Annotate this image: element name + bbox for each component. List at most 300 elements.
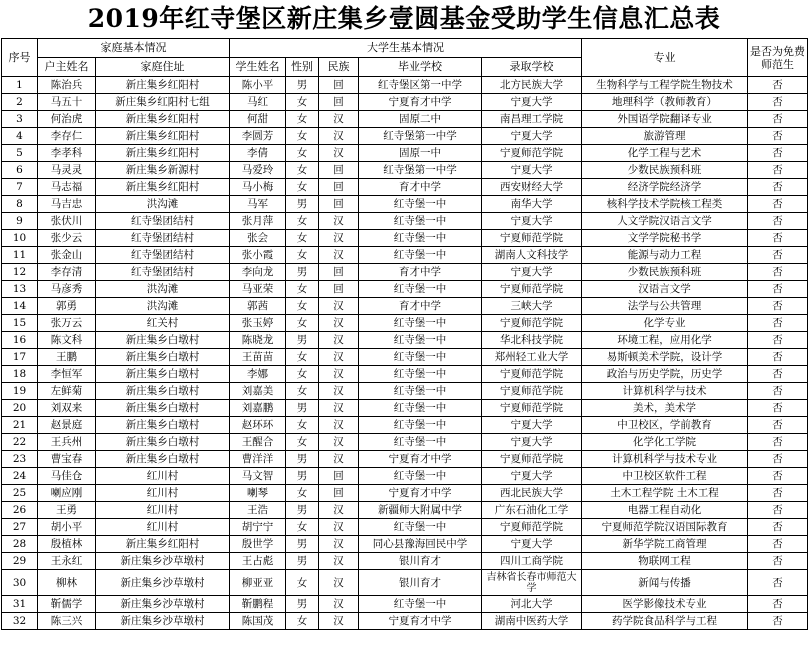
cell-student-name: 陈国茂 xyxy=(230,613,286,630)
cell-student-name: 王浩 xyxy=(230,502,286,519)
cell-gender: 男 xyxy=(286,196,319,213)
cell-student-name: 李娜 xyxy=(230,366,286,383)
cell-seq: 2 xyxy=(2,94,38,111)
cell-parent-name: 马吉忠 xyxy=(38,196,96,213)
cell-ethnicity: 汉 xyxy=(319,570,359,596)
cell-address: 洪沟滩 xyxy=(96,298,230,315)
cell-gender: 女 xyxy=(286,570,319,596)
cell-admitted-school: 三峡大学 xyxy=(482,298,582,315)
cell-gender: 男 xyxy=(286,400,319,417)
header-parent-name: 户主姓名 xyxy=(38,58,96,77)
cell-graduated-school: 红寺堡一中 xyxy=(359,383,482,400)
cell-student-name: 殷世学 xyxy=(230,536,286,553)
cell-ethnicity: 汉 xyxy=(319,536,359,553)
cell-gender: 女 xyxy=(286,298,319,315)
cell-parent-name: 李存清 xyxy=(38,264,96,281)
cell-graduated-school: 红寺堡一中 xyxy=(359,468,482,485)
cell-ethnicity: 回 xyxy=(319,468,359,485)
header-ethnicity: 民族 xyxy=(319,58,359,77)
cell-major: 地理科学（教师教育） xyxy=(582,94,748,111)
cell-address: 新庄集乡白墩村 xyxy=(96,400,230,417)
cell-parent-name: 陈治兵 xyxy=(38,77,96,94)
cell-ethnicity: 汉 xyxy=(319,613,359,630)
table-row xyxy=(2,613,808,630)
cell-graduated-school: 固原二中 xyxy=(359,111,482,128)
cell-gender: 女 xyxy=(286,417,319,434)
cell-seq: 29 xyxy=(2,553,38,570)
cell-major: 文学学院秘书学 xyxy=(582,230,748,247)
cell-major: 旅游管理 xyxy=(582,128,748,145)
cell-major: 土木工程学院 土木工程 xyxy=(582,485,748,502)
cell-student-name: 陈小平 xyxy=(230,77,286,94)
cell-graduated-school: 红寺堡一中 xyxy=(359,400,482,417)
cell-major: 核科学技术学院核工程类 xyxy=(582,196,748,213)
cell-graduated-school: 红寺堡一中 xyxy=(359,315,482,332)
cell-gender: 女 xyxy=(286,434,319,451)
cell-gender: 男 xyxy=(286,332,319,349)
cell-parent-name: 左鲜菊 xyxy=(38,383,96,400)
cell-address: 新庄集乡白墩村 xyxy=(96,383,230,400)
cell-address: 红关村 xyxy=(96,315,230,332)
cell-address: 红寺堡团结村 xyxy=(96,247,230,264)
cell-student-name: 马亚荣 xyxy=(230,281,286,298)
cell-graduated-school: 红寺堡第一中学 xyxy=(359,128,482,145)
table-row xyxy=(2,111,808,128)
cell-address: 新庄集乡红阳村 xyxy=(96,77,230,94)
cell-major: 中卫校区软件工程 xyxy=(582,468,748,485)
table-row xyxy=(2,264,808,281)
cell-gender: 女 xyxy=(286,230,319,247)
cell-address: 新庄集乡红阳村 xyxy=(96,536,230,553)
cell-major: 计算机科学与技术 xyxy=(582,383,748,400)
cell-ethnicity: 汉 xyxy=(319,128,359,145)
cell-free-normal: 否 xyxy=(748,128,808,145)
table-body xyxy=(2,77,808,630)
cell-ethnicity: 回 xyxy=(319,94,359,111)
cell-gender: 女 xyxy=(286,128,319,145)
cell-student-name: 王苗苗 xyxy=(230,349,286,366)
cell-admitted-school: 宁夏大学 xyxy=(482,417,582,434)
cell-address: 新庄集乡红阳村 xyxy=(96,179,230,196)
cell-graduated-school: 银川育才 xyxy=(359,570,482,596)
cell-student-name: 曹洋洋 xyxy=(230,451,286,468)
cell-address: 新庄集乡白墩村 xyxy=(96,332,230,349)
cell-major: 化学化工学院 xyxy=(582,434,748,451)
cell-address: 新庄集乡沙草墩村 xyxy=(96,553,230,570)
cell-student-name: 张玉婷 xyxy=(230,315,286,332)
cell-major: 生物科学与工程学院生物技术 xyxy=(582,77,748,94)
cell-seq: 20 xyxy=(2,400,38,417)
cell-ethnicity: 回 xyxy=(319,264,359,281)
cell-free-normal: 否 xyxy=(748,298,808,315)
cell-parent-name: 马灵灵 xyxy=(38,162,96,179)
cell-major: 新华学院工商管理 xyxy=(582,536,748,553)
cell-seq: 6 xyxy=(2,162,38,179)
table-row xyxy=(2,468,808,485)
cell-address: 新庄集乡沙草墩村 xyxy=(96,570,230,596)
cell-major: 少数民族预科班 xyxy=(582,264,748,281)
cell-ethnicity: 汉 xyxy=(319,366,359,383)
table-row xyxy=(2,332,808,349)
cell-student-name: 张会 xyxy=(230,230,286,247)
header-seq: 序号 xyxy=(2,39,38,77)
cell-ethnicity: 回 xyxy=(319,281,359,298)
cell-seq: 18 xyxy=(2,366,38,383)
table-row xyxy=(2,434,808,451)
cell-major: 医学影像技术专业 xyxy=(582,596,748,613)
cell-admitted-school: 南昌理工学院 xyxy=(482,111,582,128)
cell-free-normal: 否 xyxy=(748,77,808,94)
table-row xyxy=(2,247,808,264)
cell-ethnicity: 汉 xyxy=(319,247,359,264)
cell-graduated-school: 育才中学 xyxy=(359,298,482,315)
table-row xyxy=(2,298,808,315)
cell-free-normal: 否 xyxy=(748,179,808,196)
cell-free-normal: 否 xyxy=(748,145,808,162)
cell-student-name: 张月萍 xyxy=(230,213,286,230)
cell-ethnicity: 汉 xyxy=(319,417,359,434)
cell-free-normal: 否 xyxy=(748,502,808,519)
cell-ethnicity: 汉 xyxy=(319,145,359,162)
cell-graduated-school: 红寺堡一中 xyxy=(359,230,482,247)
cell-seq: 8 xyxy=(2,196,38,213)
cell-seq: 4 xyxy=(2,128,38,145)
cell-major: 计算机科学与技术专业 xyxy=(582,451,748,468)
cell-parent-name: 王勇 xyxy=(38,502,96,519)
cell-student-name: 马小梅 xyxy=(230,179,286,196)
cell-seq: 27 xyxy=(2,519,38,536)
cell-address: 新庄集乡红阳村 xyxy=(96,145,230,162)
cell-parent-name: 马彦秀 xyxy=(38,281,96,298)
cell-gender: 女 xyxy=(286,315,319,332)
cell-free-normal: 否 xyxy=(748,315,808,332)
table-row xyxy=(2,502,808,519)
cell-admitted-school: 宁夏师范学院 xyxy=(482,145,582,162)
cell-gender: 女 xyxy=(286,519,319,536)
cell-gender: 女 xyxy=(286,366,319,383)
cell-ethnicity: 汉 xyxy=(319,553,359,570)
cell-graduated-school: 红寺堡一中 xyxy=(359,281,482,298)
table-row xyxy=(2,383,808,400)
cell-free-normal: 否 xyxy=(748,332,808,349)
cell-admitted-school: 湖南人文科技学 xyxy=(482,247,582,264)
cell-major: 政治与历史学院，历史学 xyxy=(582,366,748,383)
cell-graduated-school: 红寺堡一中 xyxy=(359,366,482,383)
cell-parent-name: 马五十 xyxy=(38,94,96,111)
cell-address: 红川村 xyxy=(96,502,230,519)
cell-gender: 男 xyxy=(286,536,319,553)
cell-address: 新庄集乡白墩村 xyxy=(96,349,230,366)
cell-ethnicity: 汉 xyxy=(319,596,359,613)
cell-admitted-school: 西安财经大学 xyxy=(482,179,582,196)
cell-major: 中卫校区，学前教育 xyxy=(582,417,748,434)
cell-admitted-school: 宁夏大学 xyxy=(482,536,582,553)
cell-free-normal: 否 xyxy=(748,213,808,230)
table-row xyxy=(2,145,808,162)
cell-ethnicity: 汉 xyxy=(319,383,359,400)
cell-free-normal: 否 xyxy=(748,613,808,630)
cell-admitted-school: 宁夏大学 xyxy=(482,434,582,451)
cell-parent-name: 赵景庭 xyxy=(38,417,96,434)
cell-ethnicity: 回 xyxy=(319,77,359,94)
table-row xyxy=(2,366,808,383)
cell-graduated-school: 宁夏育才中学 xyxy=(359,485,482,502)
table-row xyxy=(2,596,808,613)
cell-major: 能源与动力工程 xyxy=(582,247,748,264)
cell-free-normal: 否 xyxy=(748,247,808,264)
cell-gender: 女 xyxy=(286,247,319,264)
cell-free-normal: 否 xyxy=(748,468,808,485)
cell-free-normal: 否 xyxy=(748,264,808,281)
cell-graduated-school: 红寺堡一中 xyxy=(359,332,482,349)
cell-address: 洪沟滩 xyxy=(96,196,230,213)
cell-address: 红川村 xyxy=(96,468,230,485)
cell-gender: 男 xyxy=(286,468,319,485)
cell-gender: 女 xyxy=(286,349,319,366)
cell-graduated-school: 红寺堡第一中学 xyxy=(359,162,482,179)
cell-admitted-school: 宁夏大学 xyxy=(482,128,582,145)
cell-ethnicity: 汉 xyxy=(319,451,359,468)
cell-graduated-school: 红寺堡一中 xyxy=(359,196,482,213)
cell-seq: 1 xyxy=(2,77,38,94)
cell-seq: 31 xyxy=(2,596,38,613)
cell-major: 新闻与传播 xyxy=(582,570,748,596)
cell-seq: 17 xyxy=(2,349,38,366)
cell-admitted-school: 四川工商学院 xyxy=(482,553,582,570)
cell-admitted-school: 宁夏师范学院 xyxy=(482,451,582,468)
cell-parent-name: 张伏川 xyxy=(38,213,96,230)
cell-student-name: 喇琴 xyxy=(230,485,286,502)
cell-ethnicity: 汉 xyxy=(319,298,359,315)
cell-free-normal: 否 xyxy=(748,349,808,366)
cell-seq: 15 xyxy=(2,315,38,332)
cell-address: 新庄集乡沙草墩村 xyxy=(96,613,230,630)
cell-admitted-school: 宁夏大学 xyxy=(482,264,582,281)
cell-student-name: 马文智 xyxy=(230,468,286,485)
table-row xyxy=(2,417,808,434)
cell-ethnicity: 汉 xyxy=(319,349,359,366)
table-row xyxy=(2,451,808,468)
header-gender: 性别 xyxy=(286,58,319,77)
cell-gender: 女 xyxy=(286,94,319,111)
cell-address: 新庄集乡白墩村 xyxy=(96,417,230,434)
cell-major: 化学工程与艺术 xyxy=(582,145,748,162)
cell-student-name: 王占彪 xyxy=(230,553,286,570)
header-student-name: 学生姓名 xyxy=(230,58,286,77)
cell-student-name: 马爱玲 xyxy=(230,162,286,179)
cell-free-normal: 否 xyxy=(748,570,808,596)
cell-parent-name: 郭勇 xyxy=(38,298,96,315)
cell-admitted-school: 北方民族大学 xyxy=(482,77,582,94)
cell-major: 美术，美术学 xyxy=(582,400,748,417)
cell-seq: 16 xyxy=(2,332,38,349)
cell-graduated-school: 育才中学 xyxy=(359,179,482,196)
cell-free-normal: 否 xyxy=(748,281,808,298)
header-address: 家庭住址 xyxy=(96,58,230,77)
cell-parent-name: 何治虎 xyxy=(38,111,96,128)
cell-gender: 男 xyxy=(286,596,319,613)
cell-parent-name: 李孝科 xyxy=(38,145,96,162)
cell-free-normal: 否 xyxy=(748,366,808,383)
cell-gender: 女 xyxy=(286,383,319,400)
cell-address: 红寺堡团结村 xyxy=(96,264,230,281)
cell-graduated-school: 宁夏育才中学 xyxy=(359,94,482,111)
cell-seq: 14 xyxy=(2,298,38,315)
cell-graduated-school: 红寺堡区第一中学 xyxy=(359,77,482,94)
cell-graduated-school: 红寺堡一中 xyxy=(359,417,482,434)
cell-seq: 9 xyxy=(2,213,38,230)
cell-gender: 男 xyxy=(286,77,319,94)
cell-free-normal: 否 xyxy=(748,596,808,613)
cell-student-name: 刘嘉鹏 xyxy=(230,400,286,417)
cell-major: 环境工程，应用化学 xyxy=(582,332,748,349)
table-row xyxy=(2,179,808,196)
cell-admitted-school: 宁夏师范学院 xyxy=(482,400,582,417)
table-row xyxy=(2,349,808,366)
cell-parent-name: 李恒军 xyxy=(38,366,96,383)
cell-parent-name: 马佳仓 xyxy=(38,468,96,485)
table-row xyxy=(2,553,808,570)
cell-address: 新庄集乡新源村 xyxy=(96,162,230,179)
cell-parent-name: 喇应刚 xyxy=(38,485,96,502)
cell-ethnicity: 汉 xyxy=(319,315,359,332)
cell-student-name: 李向龙 xyxy=(230,264,286,281)
cell-seq: 32 xyxy=(2,613,38,630)
cell-graduated-school: 固原一中 xyxy=(359,145,482,162)
cell-gender: 女 xyxy=(286,613,319,630)
cell-major: 化学专业 xyxy=(582,315,748,332)
cell-admitted-school: 南华大学 xyxy=(482,196,582,213)
cell-ethnicity: 回 xyxy=(319,162,359,179)
cell-ethnicity: 汉 xyxy=(319,213,359,230)
table-row xyxy=(2,519,808,536)
cell-seq: 24 xyxy=(2,468,38,485)
cell-free-normal: 否 xyxy=(748,451,808,468)
cell-admitted-school: 郑州轻工业大学 xyxy=(482,349,582,366)
cell-seq: 19 xyxy=(2,383,38,400)
cell-major: 人文学院汉语言文学 xyxy=(582,213,748,230)
cell-ethnicity: 汉 xyxy=(319,332,359,349)
cell-student-name: 马军 xyxy=(230,196,286,213)
cell-parent-name: 张万云 xyxy=(38,315,96,332)
cell-student-name: 赵环环 xyxy=(230,417,286,434)
cell-parent-name: 刘双来 xyxy=(38,400,96,417)
cell-seq: 10 xyxy=(2,230,38,247)
table-row xyxy=(2,162,808,179)
cell-free-normal: 否 xyxy=(748,536,808,553)
cell-graduated-school: 红寺堡一中 xyxy=(359,519,482,536)
header-admitted-school: 录取学校 xyxy=(482,58,582,77)
cell-major: 电器工程自动化 xyxy=(582,502,748,519)
cell-graduated-school: 同心县豫海回民中学 xyxy=(359,536,482,553)
cell-parent-name: 靳儒学 xyxy=(38,596,96,613)
cell-ethnicity: 汉 xyxy=(319,400,359,417)
cell-major: 法学与公共管理 xyxy=(582,298,748,315)
header-family-group: 家庭基本情况 xyxy=(38,39,230,58)
cell-parent-name: 张少云 xyxy=(38,230,96,247)
cell-gender: 男 xyxy=(286,264,319,281)
cell-free-normal: 否 xyxy=(748,553,808,570)
cell-student-name: 柳亚亚 xyxy=(230,570,286,596)
cell-student-name: 何甜 xyxy=(230,111,286,128)
cell-admitted-school: 宁夏师范学院 xyxy=(482,519,582,536)
cell-student-name: 郭茜 xyxy=(230,298,286,315)
cell-graduated-school: 银川育才 xyxy=(359,553,482,570)
cell-graduated-school: 宁夏育才中学 xyxy=(359,451,482,468)
cell-address: 新庄集乡红阳村七组 xyxy=(96,94,230,111)
cell-parent-name: 陈三兴 xyxy=(38,613,96,630)
cell-student-name: 李圆芳 xyxy=(230,128,286,145)
cell-graduated-school: 红寺堡一中 xyxy=(359,596,482,613)
table-row xyxy=(2,128,808,145)
cell-address: 新庄集乡红阳村 xyxy=(96,111,230,128)
cell-parent-name: 曹宝春 xyxy=(38,451,96,468)
table-row xyxy=(2,570,808,596)
cell-address: 洪沟滩 xyxy=(96,281,230,298)
cell-free-normal: 否 xyxy=(748,162,808,179)
table-row xyxy=(2,536,808,553)
header-student-group: 大学生基本情况 xyxy=(230,39,582,58)
cell-address: 新庄集乡红阳村 xyxy=(96,128,230,145)
cell-admitted-school: 河北大学 xyxy=(482,596,582,613)
cell-seq: 30 xyxy=(2,570,38,596)
cell-major: 易斯顿美术学院，设计学 xyxy=(582,349,748,366)
cell-gender: 男 xyxy=(286,553,319,570)
cell-parent-name: 王永红 xyxy=(38,553,96,570)
cell-parent-name: 李存仁 xyxy=(38,128,96,145)
cell-major: 药学院食品科学与工程 xyxy=(582,613,748,630)
cell-address: 新庄集乡白墩村 xyxy=(96,366,230,383)
table-row xyxy=(2,94,808,111)
cell-address: 新庄集乡白墩村 xyxy=(96,451,230,468)
table-row xyxy=(2,213,808,230)
cell-admitted-school: 宁夏师范学院 xyxy=(482,315,582,332)
cell-seq: 21 xyxy=(2,417,38,434)
cell-free-normal: 否 xyxy=(748,400,808,417)
cell-address: 红寺堡团结村 xyxy=(96,230,230,247)
cell-ethnicity: 回 xyxy=(319,485,359,502)
cell-seq: 25 xyxy=(2,485,38,502)
cell-ethnicity: 汉 xyxy=(319,519,359,536)
cell-graduated-school: 红寺堡一中 xyxy=(359,349,482,366)
cell-gender: 男 xyxy=(286,451,319,468)
cell-address: 红川村 xyxy=(96,485,230,502)
cell-admitted-school: 宁夏师范学院 xyxy=(482,281,582,298)
table-row xyxy=(2,281,808,298)
cell-major: 宁夏师范学院汉语国际教育 xyxy=(582,519,748,536)
cell-gender: 女 xyxy=(286,162,319,179)
cell-free-normal: 否 xyxy=(748,111,808,128)
cell-admitted-school: 宁夏师范学院 xyxy=(482,366,582,383)
student-info-table xyxy=(1,38,808,630)
cell-free-normal: 否 xyxy=(748,434,808,451)
cell-free-normal: 否 xyxy=(748,417,808,434)
cell-seq: 23 xyxy=(2,451,38,468)
cell-parent-name: 马志福 xyxy=(38,179,96,196)
cell-seq: 3 xyxy=(2,111,38,128)
cell-seq: 11 xyxy=(2,247,38,264)
cell-major: 少数民族预科班 xyxy=(582,162,748,179)
cell-student-name: 王醒合 xyxy=(230,434,286,451)
cell-address: 红川村 xyxy=(96,519,230,536)
cell-gender: 女 xyxy=(286,145,319,162)
cell-gender: 男 xyxy=(286,502,319,519)
cell-graduated-school: 宁夏育才中学 xyxy=(359,613,482,630)
table-row xyxy=(2,77,808,94)
cell-gender: 女 xyxy=(286,485,319,502)
cell-admitted-school: 宁夏大学 xyxy=(482,213,582,230)
cell-major: 物联网工程 xyxy=(582,553,748,570)
